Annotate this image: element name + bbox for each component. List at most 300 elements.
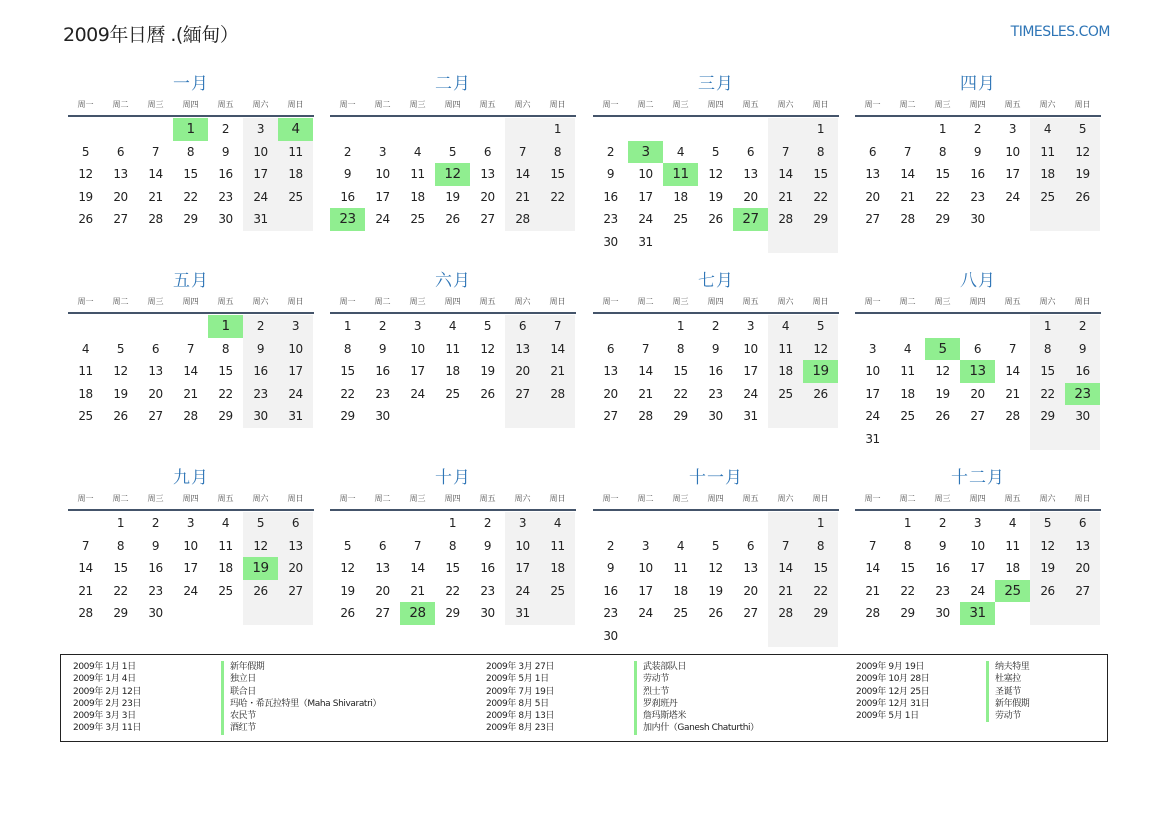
day-cell[interactable]: 9 bbox=[606, 167, 615, 181]
day-cell[interactable]: 23 bbox=[970, 189, 985, 204]
day-cell[interactable]: 13 bbox=[505, 338, 540, 361]
day-cell[interactable]: 24 bbox=[410, 386, 425, 401]
day-cell[interactable]: 11 bbox=[900, 364, 915, 378]
day-cell[interactable]: 9 bbox=[1065, 338, 1100, 361]
day-cell[interactable]: 1 bbox=[173, 118, 208, 141]
day-cell[interactable]: 10 bbox=[375, 167, 390, 181]
day-cell[interactable]: 17 bbox=[243, 163, 278, 186]
day-cell[interactable]: 12 bbox=[340, 561, 355, 575]
day-cell[interactable]: 23 bbox=[243, 383, 278, 406]
day-cell[interactable]: 22 bbox=[218, 386, 233, 401]
day-cell[interactable]: 20 bbox=[505, 360, 540, 383]
day-cell[interactable]: 30 bbox=[603, 628, 618, 643]
day-cell[interactable]: 11 bbox=[1030, 141, 1065, 164]
day-cell[interactable]: 6 bbox=[746, 144, 755, 159]
day-cell[interactable]: 19 bbox=[113, 386, 128, 401]
day-cell[interactable]: 22 bbox=[113, 583, 128, 598]
day-cell[interactable]: 21 bbox=[768, 580, 803, 603]
day-cell[interactable]: 6 bbox=[483, 144, 492, 159]
day-cell[interactable]: 13 bbox=[480, 167, 495, 181]
day-cell[interactable]: 14 bbox=[540, 338, 575, 361]
day-cell[interactable]: 14 bbox=[148, 167, 163, 181]
day-cell[interactable]: 20 bbox=[278, 557, 313, 580]
day-cell[interactable]: 16 bbox=[243, 360, 278, 383]
day-cell[interactable]: 6 bbox=[278, 512, 313, 535]
day-cell[interactable]: 26 bbox=[708, 212, 723, 226]
day-cell[interactable]: 20 bbox=[113, 189, 128, 204]
day-cell[interactable]: 15 bbox=[803, 163, 838, 186]
day-cell[interactable]: 15 bbox=[900, 561, 915, 575]
day-cell[interactable]: 17 bbox=[278, 360, 313, 383]
day-cell[interactable]: 22 bbox=[1030, 383, 1065, 406]
day-cell[interactable]: 25 bbox=[218, 583, 233, 598]
day-cell[interactable]: 10 bbox=[1005, 144, 1020, 159]
day-cell[interactable]: 17 bbox=[1005, 167, 1020, 181]
day-cell[interactable]: 14 bbox=[900, 167, 915, 181]
day-cell[interactable]: 21 bbox=[540, 360, 575, 383]
day-cell[interactable]: 12 bbox=[113, 364, 128, 378]
day-cell[interactable]: 27 bbox=[505, 383, 540, 406]
day-cell[interactable]: 5 bbox=[343, 538, 352, 553]
day-cell[interactable]: 31 bbox=[278, 405, 313, 428]
day-cell[interactable]: 5 bbox=[803, 315, 838, 338]
day-cell[interactable]: 2 bbox=[378, 319, 387, 333]
day-cell[interactable]: 24 bbox=[743, 386, 758, 401]
day-cell[interactable]: 6 bbox=[746, 538, 755, 553]
day-cell[interactable]: 23 bbox=[935, 583, 950, 598]
day-cell[interactable]: 4 bbox=[278, 118, 313, 141]
day-cell[interactable]: 2 bbox=[151, 516, 160, 530]
day-cell[interactable]: 9 bbox=[221, 144, 230, 159]
day-cell[interactable]: 12 bbox=[935, 364, 950, 378]
day-cell[interactable]: 25 bbox=[278, 186, 313, 209]
day-cell[interactable]: 6 bbox=[973, 341, 982, 356]
day-cell[interactable]: 16 bbox=[375, 364, 390, 378]
day-cell[interactable]: 26 bbox=[708, 606, 723, 620]
day-cell[interactable]: 2 bbox=[483, 516, 492, 530]
day-cell[interactable]: 1 bbox=[116, 516, 125, 530]
day-cell[interactable]: 16 bbox=[708, 364, 723, 378]
day-cell[interactable]: 4 bbox=[676, 144, 685, 159]
day-cell[interactable]: 18 bbox=[768, 360, 803, 383]
day-cell[interactable]: 6 bbox=[116, 144, 125, 159]
day-cell[interactable]: 3 bbox=[243, 118, 278, 141]
day-cell[interactable]: 4 bbox=[540, 512, 575, 535]
day-cell[interactable]: 21 bbox=[768, 186, 803, 209]
day-cell[interactable]: 4 bbox=[903, 341, 912, 356]
day-cell[interactable]: 20 bbox=[375, 583, 390, 598]
day-cell[interactable]: 20 bbox=[1065, 557, 1100, 580]
day-cell[interactable]: 20 bbox=[743, 583, 758, 598]
day-cell[interactable]: 26 bbox=[935, 409, 950, 423]
day-cell[interactable]: 9 bbox=[938, 538, 947, 553]
day-cell[interactable]: 4 bbox=[1030, 118, 1065, 141]
day-cell[interactable]: 1 bbox=[938, 122, 947, 136]
day-cell[interactable]: 18 bbox=[410, 189, 425, 204]
day-cell[interactable]: 28 bbox=[183, 409, 198, 423]
day-cell[interactable]: 18 bbox=[278, 163, 313, 186]
day-cell[interactable]: 14 bbox=[768, 557, 803, 580]
day-cell[interactable]: 21 bbox=[865, 583, 880, 598]
day-cell[interactable]: 15 bbox=[803, 557, 838, 580]
day-cell[interactable]: 8 bbox=[803, 141, 838, 164]
day-cell[interactable]: 5 bbox=[243, 512, 278, 535]
day-cell[interactable]: 9 bbox=[606, 561, 615, 575]
day-cell[interactable]: 16 bbox=[603, 189, 618, 204]
day-cell[interactable]: 10 bbox=[970, 538, 985, 553]
day-cell[interactable]: 22 bbox=[183, 189, 198, 204]
day-cell[interactable]: 7 bbox=[903, 144, 912, 159]
day-cell[interactable]: 27 bbox=[743, 606, 758, 620]
day-cell[interactable]: 23 bbox=[603, 212, 618, 226]
day-cell[interactable]: 28 bbox=[638, 409, 653, 423]
day-cell[interactable]: 21 bbox=[900, 189, 915, 204]
day-cell[interactable]: 25 bbox=[1030, 186, 1065, 209]
day-cell[interactable]: 13 bbox=[743, 167, 758, 181]
day-cell[interactable]: 16 bbox=[218, 167, 233, 181]
day-cell[interactable]: 23 bbox=[375, 386, 390, 401]
day-cell[interactable]: 17 bbox=[638, 189, 653, 204]
day-cell[interactable]: 11 bbox=[278, 141, 313, 164]
day-cell[interactable]: 17 bbox=[410, 364, 425, 378]
day-cell[interactable]: 28 bbox=[78, 606, 93, 620]
day-cell[interactable]: 22 bbox=[445, 583, 460, 598]
day-cell[interactable]: 24 bbox=[865, 409, 880, 423]
day-cell[interactable]: 10 bbox=[278, 338, 313, 361]
day-cell[interactable]: 4 bbox=[676, 538, 685, 553]
day-cell[interactable]: 25 bbox=[768, 383, 803, 406]
day-cell[interactable]: 26 bbox=[78, 212, 93, 226]
day-cell[interactable]: 10 bbox=[183, 538, 198, 553]
day-cell[interactable]: 8 bbox=[221, 341, 230, 356]
day-cell[interactable]: 6 bbox=[1065, 512, 1100, 535]
day-cell[interactable]: 14 bbox=[410, 561, 425, 575]
site-name[interactable]: TIMESLES.COM bbox=[1010, 24, 1110, 40]
day-cell[interactable]: 11 bbox=[445, 341, 460, 356]
day-cell[interactable]: 3 bbox=[186, 516, 195, 530]
day-cell[interactable]: 6 bbox=[151, 341, 160, 356]
day-cell[interactable]: 5 bbox=[483, 319, 492, 333]
day-cell[interactable]: 13 bbox=[1065, 535, 1100, 558]
day-cell[interactable]: 18 bbox=[673, 583, 688, 598]
day-cell[interactable]: 6 bbox=[505, 315, 540, 338]
day-cell[interactable]: 22 bbox=[900, 583, 915, 598]
day-cell[interactable]: 5 bbox=[925, 338, 960, 361]
day-cell[interactable]: 1 bbox=[676, 319, 685, 333]
day-cell[interactable]: 30 bbox=[603, 234, 618, 249]
day-cell[interactable]: 3 bbox=[868, 341, 877, 356]
day-cell[interactable]: 1 bbox=[540, 118, 575, 141]
day-cell[interactable]: 30 bbox=[708, 409, 723, 423]
day-cell[interactable]: 23 bbox=[1065, 383, 1100, 406]
day-cell[interactable]: 10 bbox=[638, 167, 653, 181]
day-cell[interactable]: 3 bbox=[746, 319, 755, 333]
day-cell[interactable]: 29 bbox=[340, 409, 355, 423]
day-cell[interactable]: 24 bbox=[638, 606, 653, 620]
day-cell[interactable]: 29 bbox=[445, 606, 460, 620]
day-cell[interactable]: 8 bbox=[343, 341, 352, 356]
day-cell[interactable]: 26 bbox=[480, 386, 495, 401]
day-cell[interactable]: 2 bbox=[711, 319, 720, 333]
day-cell[interactable]: 29 bbox=[935, 212, 950, 226]
day-cell[interactable]: 20 bbox=[743, 189, 758, 204]
day-cell[interactable]: 9 bbox=[711, 341, 720, 356]
day-cell[interactable]: 2 bbox=[938, 516, 947, 530]
day-cell[interactable]: 14 bbox=[865, 561, 880, 575]
day-cell[interactable]: 13 bbox=[278, 535, 313, 558]
day-cell[interactable]: 17 bbox=[183, 561, 198, 575]
day-cell[interactable]: 30 bbox=[480, 606, 495, 620]
day-cell[interactable]: 19 bbox=[803, 360, 838, 383]
day-cell[interactable]: 30 bbox=[148, 606, 163, 620]
day-cell[interactable]: 28 bbox=[900, 212, 915, 226]
day-cell[interactable]: 18 bbox=[1005, 561, 1020, 575]
day-cell[interactable]: 14 bbox=[638, 364, 653, 378]
day-cell[interactable]: 12 bbox=[803, 338, 838, 361]
day-cell[interactable]: 23 bbox=[148, 583, 163, 598]
day-cell[interactable]: 19 bbox=[340, 583, 355, 598]
day-cell[interactable]: 8 bbox=[116, 538, 125, 553]
day-cell[interactable]: 29 bbox=[1030, 405, 1065, 428]
day-cell[interactable]: 4 bbox=[81, 341, 90, 356]
day-cell[interactable]: 17 bbox=[743, 364, 758, 378]
day-cell[interactable]: 30 bbox=[218, 212, 233, 226]
day-cell[interactable]: 2 bbox=[606, 144, 615, 159]
day-cell[interactable]: 17 bbox=[970, 561, 985, 575]
day-cell[interactable]: 26 bbox=[1065, 186, 1100, 209]
day-cell[interactable]: 15 bbox=[540, 163, 575, 186]
day-cell[interactable]: 14 bbox=[183, 364, 198, 378]
day-cell[interactable]: 11 bbox=[78, 364, 93, 378]
day-cell[interactable]: 9 bbox=[973, 144, 982, 159]
day-cell[interactable]: 25 bbox=[673, 606, 688, 620]
day-cell[interactable]: 21 bbox=[638, 386, 653, 401]
day-cell[interactable]: 27 bbox=[603, 409, 618, 423]
day-cell[interactable]: 19 bbox=[243, 557, 278, 580]
day-cell[interactable]: 4 bbox=[413, 144, 422, 159]
day-cell[interactable]: 11 bbox=[1005, 538, 1020, 553]
day-cell[interactable]: 26 bbox=[113, 409, 128, 423]
day-cell[interactable]: 3 bbox=[505, 512, 540, 535]
day-cell[interactable]: 9 bbox=[483, 538, 492, 553]
day-cell[interactable]: 13 bbox=[148, 364, 163, 378]
day-cell[interactable]: 16 bbox=[603, 583, 618, 598]
day-cell[interactable]: 5 bbox=[81, 144, 90, 159]
day-cell[interactable]: 7 bbox=[186, 341, 195, 356]
day-cell[interactable]: 19 bbox=[708, 189, 723, 204]
day-cell[interactable]: 27 bbox=[480, 212, 495, 226]
day-cell[interactable]: 18 bbox=[540, 557, 575, 580]
day-cell[interactable]: 22 bbox=[340, 386, 355, 401]
day-cell[interactable]: 26 bbox=[1030, 580, 1065, 603]
day-cell[interactable]: 4 bbox=[221, 516, 230, 530]
day-cell[interactable]: 4 bbox=[448, 319, 457, 333]
day-cell[interactable]: 13 bbox=[603, 364, 618, 378]
day-cell[interactable]: 10 bbox=[505, 535, 540, 558]
day-cell[interactable]: 30 bbox=[970, 212, 985, 226]
day-cell[interactable]: 27 bbox=[1065, 580, 1100, 603]
day-cell[interactable]: 10 bbox=[865, 364, 880, 378]
day-cell[interactable]: 21 bbox=[183, 386, 198, 401]
day-cell[interactable]: 14 bbox=[78, 561, 93, 575]
day-cell[interactable]: 15 bbox=[445, 561, 460, 575]
day-cell[interactable]: 8 bbox=[186, 144, 195, 159]
day-cell[interactable]: 2 bbox=[1065, 315, 1100, 338]
day-cell[interactable]: 25 bbox=[78, 409, 93, 423]
day-cell[interactable]: 5 bbox=[711, 144, 720, 159]
day-cell[interactable]: 19 bbox=[1065, 163, 1100, 186]
day-cell[interactable]: 25 bbox=[410, 212, 425, 226]
day-cell[interactable]: 17 bbox=[865, 386, 880, 401]
day-cell[interactable]: 17 bbox=[375, 189, 390, 204]
day-cell[interactable]: 15 bbox=[218, 364, 233, 378]
day-cell[interactable]: 28 bbox=[768, 602, 803, 625]
day-cell[interactable]: 2 bbox=[243, 315, 278, 338]
day-cell[interactable]: 13 bbox=[375, 561, 390, 575]
day-cell[interactable]: 6 bbox=[378, 538, 387, 553]
day-cell[interactable]: 8 bbox=[1030, 338, 1065, 361]
day-cell[interactable]: 11 bbox=[768, 338, 803, 361]
day-cell[interactable]: 7 bbox=[151, 144, 160, 159]
day-cell[interactable]: 28 bbox=[865, 606, 880, 620]
day-cell[interactable]: 18 bbox=[673, 189, 688, 204]
day-cell[interactable]: 8 bbox=[676, 341, 685, 356]
day-cell[interactable]: 31 bbox=[505, 602, 540, 625]
day-cell[interactable]: 4 bbox=[768, 315, 803, 338]
day-cell[interactable]: 3 bbox=[378, 144, 387, 159]
day-cell[interactable]: 17 bbox=[638, 583, 653, 598]
day-cell[interactable]: 27 bbox=[278, 580, 313, 603]
day-cell[interactable]: 22 bbox=[803, 580, 838, 603]
day-cell[interactable]: 9 bbox=[151, 538, 160, 553]
day-cell[interactable]: 2 bbox=[221, 122, 230, 136]
day-cell[interactable]: 29 bbox=[900, 606, 915, 620]
day-cell[interactable]: 11 bbox=[540, 535, 575, 558]
day-cell[interactable]: 3 bbox=[413, 319, 422, 333]
day-cell[interactable]: 5 bbox=[448, 144, 457, 159]
day-cell[interactable]: 28 bbox=[768, 208, 803, 231]
day-cell[interactable]: 5 bbox=[116, 341, 125, 356]
day-cell[interactable]: 26 bbox=[445, 212, 460, 226]
day-cell[interactable]: 23 bbox=[330, 208, 365, 231]
day-cell[interactable]: 15 bbox=[340, 364, 355, 378]
day-cell[interactable]: 28 bbox=[540, 383, 575, 406]
day-cell[interactable]: 31 bbox=[960, 602, 995, 625]
day-cell[interactable]: 29 bbox=[673, 409, 688, 423]
day-cell[interactable]: 24 bbox=[183, 583, 198, 598]
day-cell[interactable]: 14 bbox=[505, 163, 540, 186]
day-cell[interactable]: 14 bbox=[768, 163, 803, 186]
day-cell[interactable]: 20 bbox=[970, 386, 985, 401]
day-cell[interactable]: 25 bbox=[995, 580, 1030, 603]
day-cell[interactable]: 13 bbox=[960, 360, 995, 383]
day-cell[interactable]: 18 bbox=[900, 386, 915, 401]
day-cell[interactable]: 12 bbox=[1030, 535, 1065, 558]
day-cell[interactable]: 19 bbox=[78, 189, 93, 204]
day-cell[interactable]: 30 bbox=[1065, 405, 1100, 428]
day-cell[interactable]: 7 bbox=[768, 535, 803, 558]
day-cell[interactable]: 10 bbox=[243, 141, 278, 164]
day-cell[interactable]: 1 bbox=[803, 512, 838, 535]
day-cell[interactable]: 12 bbox=[1065, 141, 1100, 164]
day-cell[interactable]: 30 bbox=[375, 409, 390, 423]
day-cell[interactable]: 9 bbox=[243, 338, 278, 361]
day-cell[interactable]: 13 bbox=[113, 167, 128, 181]
day-cell[interactable]: 13 bbox=[865, 167, 880, 181]
day-cell[interactable]: 24 bbox=[243, 186, 278, 209]
day-cell[interactable]: 31 bbox=[743, 409, 758, 423]
day-cell[interactable]: 5 bbox=[1065, 118, 1100, 141]
day-cell[interactable]: 2 bbox=[343, 144, 352, 159]
day-cell[interactable]: 26 bbox=[243, 580, 278, 603]
day-cell[interactable]: 24 bbox=[1005, 189, 1020, 204]
day-cell[interactable]: 5 bbox=[711, 538, 720, 553]
day-cell[interactable]: 7 bbox=[641, 341, 650, 356]
day-cell[interactable]: 19 bbox=[1030, 557, 1065, 580]
day-cell[interactable]: 23 bbox=[603, 606, 618, 620]
day-cell[interactable]: 21 bbox=[148, 189, 163, 204]
day-cell[interactable]: 19 bbox=[935, 386, 950, 401]
day-cell[interactable]: 3 bbox=[973, 516, 982, 530]
day-cell[interactable]: 11 bbox=[218, 538, 233, 553]
day-cell[interactable]: 31 bbox=[638, 234, 653, 249]
day-cell[interactable]: 11 bbox=[663, 163, 698, 186]
day-cell[interactable]: 22 bbox=[803, 186, 838, 209]
day-cell[interactable]: 21 bbox=[78, 583, 93, 598]
day-cell[interactable]: 24 bbox=[278, 383, 313, 406]
day-cell[interactable]: 15 bbox=[673, 364, 688, 378]
day-cell[interactable]: 27 bbox=[733, 208, 768, 231]
day-cell[interactable]: 18 bbox=[218, 561, 233, 575]
day-cell[interactable]: 25 bbox=[540, 580, 575, 603]
day-cell[interactable]: 16 bbox=[480, 561, 495, 575]
day-cell[interactable]: 15 bbox=[183, 167, 198, 181]
day-cell[interactable]: 15 bbox=[1030, 360, 1065, 383]
day-cell[interactable]: 28 bbox=[1005, 409, 1020, 423]
day-cell[interactable]: 21 bbox=[505, 186, 540, 209]
day-cell[interactable]: 13 bbox=[743, 561, 758, 575]
day-cell[interactable]: 18 bbox=[445, 364, 460, 378]
day-cell[interactable]: 25 bbox=[673, 212, 688, 226]
day-cell[interactable]: 1 bbox=[1030, 315, 1065, 338]
day-cell[interactable]: 5 bbox=[1030, 512, 1065, 535]
day-cell[interactable]: 29 bbox=[803, 602, 838, 625]
day-cell[interactable]: 26 bbox=[803, 383, 838, 406]
day-cell[interactable]: 7 bbox=[413, 538, 422, 553]
day-cell[interactable]: 7 bbox=[81, 538, 90, 553]
day-cell[interactable]: 9 bbox=[343, 167, 352, 181]
day-cell[interactable]: 21 bbox=[410, 583, 425, 598]
day-cell[interactable]: 7 bbox=[868, 538, 877, 553]
day-cell[interactable]: 19 bbox=[445, 189, 460, 204]
day-cell[interactable]: 8 bbox=[448, 538, 457, 553]
day-cell[interactable]: 23 bbox=[480, 583, 495, 598]
day-cell[interactable]: 7 bbox=[505, 141, 540, 164]
day-cell[interactable]: 6 bbox=[868, 144, 877, 159]
day-cell[interactable]: 1 bbox=[343, 319, 352, 333]
day-cell[interactable]: 11 bbox=[410, 167, 425, 181]
day-cell[interactable]: 20 bbox=[148, 386, 163, 401]
day-cell[interactable]: 10 bbox=[638, 561, 653, 575]
day-cell[interactable]: 10 bbox=[410, 341, 425, 356]
day-cell[interactable]: 22 bbox=[540, 186, 575, 209]
day-cell[interactable]: 8 bbox=[938, 144, 947, 159]
day-cell[interactable]: 12 bbox=[435, 163, 470, 186]
day-cell[interactable]: 16 bbox=[970, 167, 985, 181]
day-cell[interactable]: 1 bbox=[208, 315, 243, 338]
day-cell[interactable]: 2 bbox=[973, 122, 982, 136]
day-cell[interactable]: 24 bbox=[375, 212, 390, 226]
